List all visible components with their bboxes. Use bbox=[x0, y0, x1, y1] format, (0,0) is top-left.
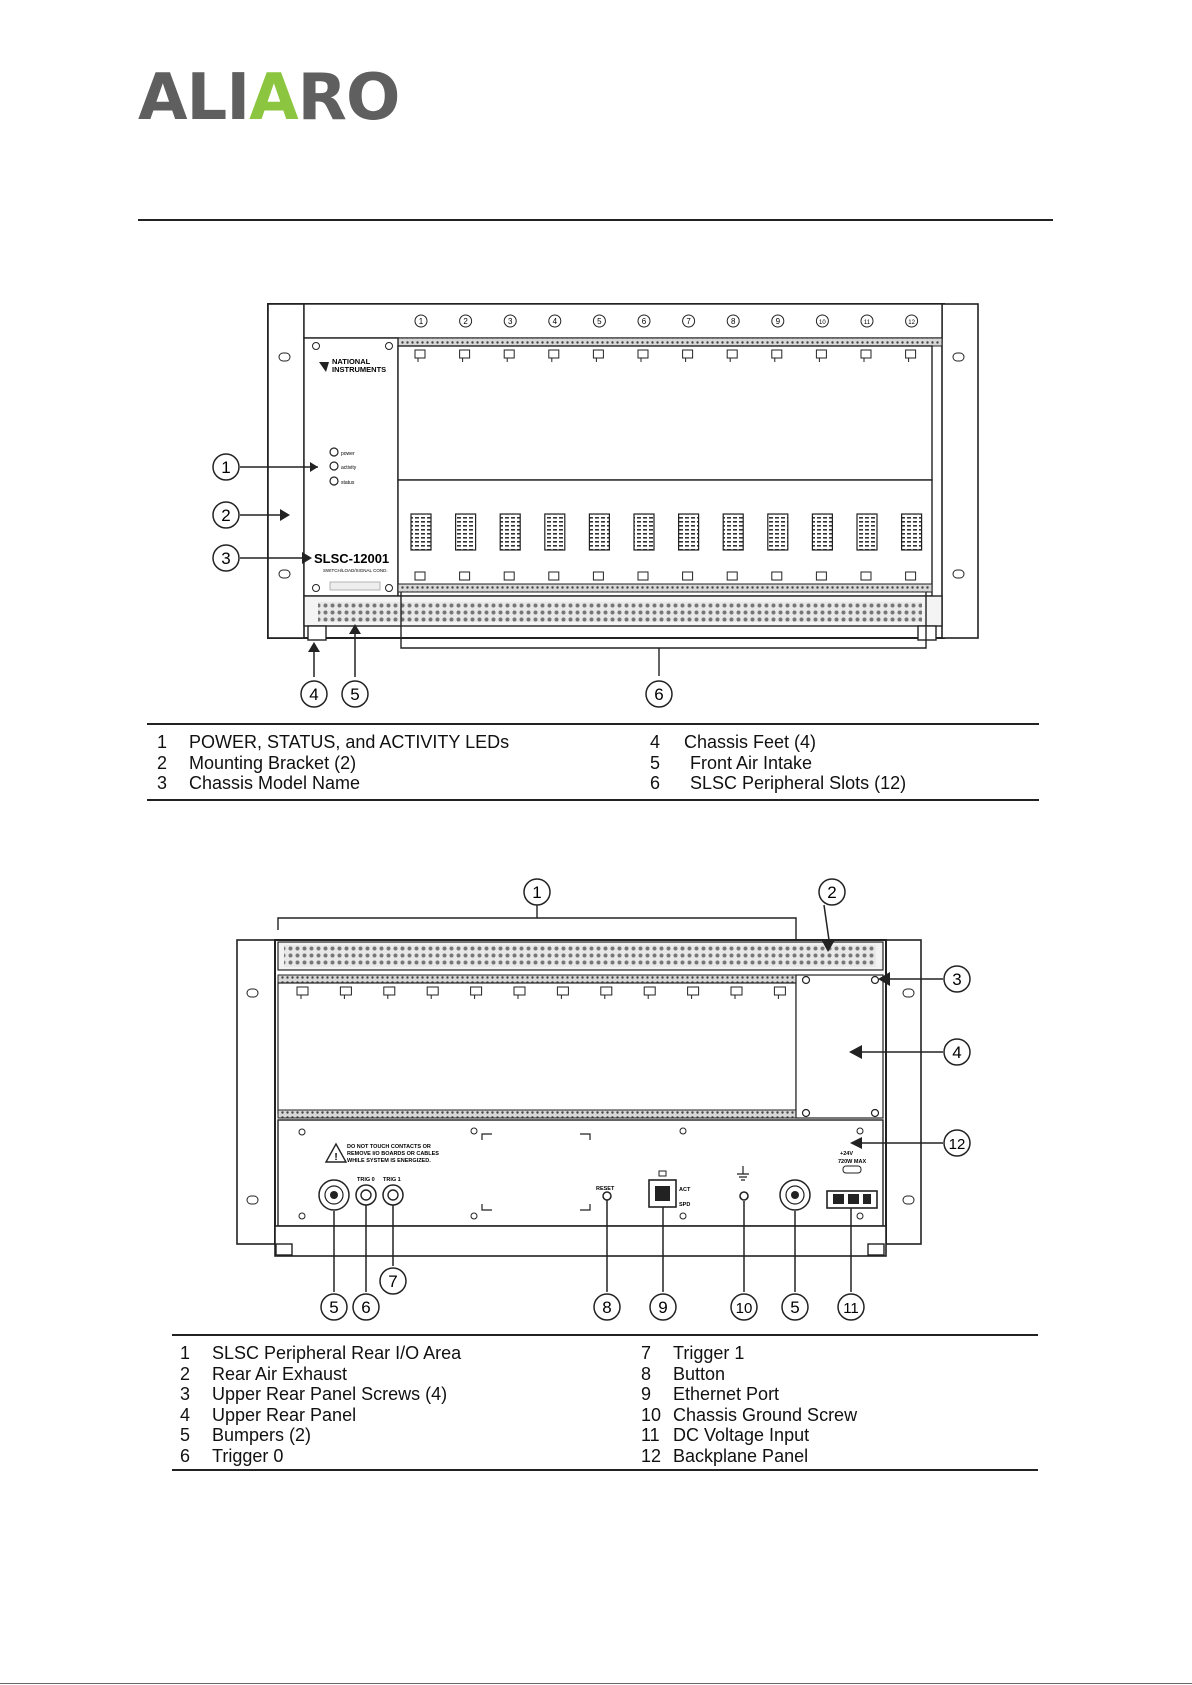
rear-callout-6 bbox=[353, 1294, 379, 1320]
svg-text:2: 2 bbox=[827, 883, 837, 902]
upper-rear-screw bbox=[803, 1110, 810, 1117]
chassis-model-sub: SWITCH/LOAD/SIGNAL COND. bbox=[323, 568, 388, 573]
svg-text:3: 3 bbox=[952, 970, 962, 989]
brand-line-2: INSTRUMENTS bbox=[332, 365, 387, 374]
slot-number-label: 11 bbox=[863, 320, 871, 326]
brand-line-1: NATIONAL bbox=[332, 357, 371, 366]
svg-text:9: 9 bbox=[658, 1298, 668, 1317]
slot-number-label: 6 bbox=[641, 317, 647, 326]
spd-label: SPD bbox=[679, 1202, 691, 1208]
rear-callout-8 bbox=[594, 1294, 620, 1320]
rear-callout-5b bbox=[782, 1294, 808, 1320]
rear-callout-2 bbox=[819, 879, 845, 905]
rear-callout-9 bbox=[650, 1294, 676, 1320]
rear-callout-3 bbox=[944, 966, 970, 992]
legend-row: 1 POWER, STATUS, and ACTIVITY LEDs bbox=[157, 732, 510, 752]
slot-number-label: 7 bbox=[686, 317, 691, 326]
svg-text:1: 1 bbox=[221, 458, 231, 477]
legend-row: 1 SLSC Peripheral Rear I/O Area bbox=[180, 1343, 462, 1363]
chassis-ground-screw bbox=[740, 1192, 748, 1200]
slot-number-label: 4 bbox=[552, 317, 558, 326]
legend-row: 10 Chassis Ground Screw bbox=[641, 1404, 858, 1425]
svg-text:5: 5 bbox=[350, 685, 360, 704]
rear-callout-7 bbox=[380, 1268, 406, 1294]
warning-text-2: REMOVE I/O BOARDS OR CABLES bbox=[347, 1151, 439, 1157]
legend-row: 9 Ethernet Port bbox=[641, 1384, 780, 1404]
voltage-label-2: 720W MAX bbox=[838, 1159, 867, 1165]
led-activity-label: activity bbox=[341, 465, 357, 471]
slot-number-label: 3 bbox=[507, 317, 513, 326]
legend-row: 12 Backplane Panel bbox=[641, 1445, 809, 1466]
svg-text:12: 12 bbox=[948, 1136, 966, 1153]
slot-number-label: 10 bbox=[819, 320, 826, 326]
rear-legend-table bbox=[172, 1334, 1038, 1471]
legend-row: 11 DC Voltage Input bbox=[641, 1425, 810, 1445]
svg-text:5: 5 bbox=[790, 1298, 800, 1317]
legend-row: 5 Front Air Intake bbox=[650, 752, 813, 773]
rear-bracket-right bbox=[886, 940, 921, 1244]
chassis-model-name: SLSC-12001 bbox=[314, 551, 390, 566]
rear-air-exhaust bbox=[284, 945, 876, 967]
reset-label: RESET bbox=[596, 1186, 615, 1192]
legend-row: 6 Trigger 0 bbox=[180, 1445, 284, 1466]
aliaro-logo: ALIARO bbox=[138, 61, 400, 135]
svg-text:1: 1 bbox=[532, 883, 542, 902]
voltage-label-1: +24V bbox=[840, 1151, 853, 1157]
upper-rear-screw bbox=[872, 977, 879, 984]
upper-rear-panel bbox=[796, 975, 883, 1118]
rear-bracket-left bbox=[237, 940, 275, 1244]
slot-number-label: 12 bbox=[908, 320, 915, 326]
rear-callout-12 bbox=[944, 1130, 970, 1156]
legend-row: 7 Trigger 1 bbox=[641, 1343, 745, 1363]
svg-text:10: 10 bbox=[735, 1300, 753, 1317]
slot-number-label: 2 bbox=[463, 317, 468, 326]
legend-row: 8 Button bbox=[641, 1363, 726, 1384]
rear-callout-11 bbox=[838, 1294, 864, 1320]
legend-row: 2 Rear Air Exhaust bbox=[180, 1363, 348, 1384]
svg-text:4: 4 bbox=[309, 685, 319, 704]
svg-text:7: 7 bbox=[388, 1272, 398, 1291]
rear-callout-1 bbox=[524, 879, 550, 905]
legend-row: 6 SLSC Peripheral Slots (12) bbox=[650, 773, 907, 793]
slot-number-label: 5 bbox=[597, 317, 602, 326]
rear-callout-10 bbox=[731, 1294, 757, 1320]
svg-text:3: 3 bbox=[221, 549, 231, 568]
upper-rear-screw bbox=[872, 1110, 879, 1117]
rear-legend-left bbox=[180, 1343, 461, 1466]
trig0-label: TRIG 0 bbox=[357, 1177, 375, 1183]
warning-text-1: DO NOT TOUCH CONTACTS OR bbox=[347, 1144, 431, 1150]
slot-number-label: 8 bbox=[730, 317, 736, 326]
svg-text:11: 11 bbox=[843, 1300, 859, 1317]
rear-legend-right bbox=[641, 1343, 857, 1466]
led-status-label: status bbox=[341, 480, 355, 486]
svg-text:6: 6 bbox=[654, 685, 664, 704]
legend-row: 2 Mounting Bracket (2) bbox=[157, 752, 357, 773]
svg-text:!: ! bbox=[334, 1152, 338, 1163]
upper-rear-screw bbox=[803, 977, 810, 984]
rear-callout-4 bbox=[944, 1039, 970, 1065]
svg-text:2: 2 bbox=[221, 506, 231, 525]
warning-text-3: WHILE SYSTEM IS ENERGIZED. bbox=[347, 1158, 431, 1164]
rear-callout-5a bbox=[321, 1294, 347, 1320]
act-label: ACT bbox=[679, 1187, 691, 1193]
legend-row: 4 Chassis Feet (4) bbox=[650, 732, 817, 752]
slot-number-label: 1 bbox=[418, 317, 424, 326]
svg-text:6: 6 bbox=[361, 1298, 371, 1317]
legend-row: 4 Upper Rear Panel bbox=[180, 1404, 357, 1425]
svg-text:5: 5 bbox=[329, 1298, 339, 1317]
trig1-label: TRIG 1 bbox=[383, 1177, 401, 1183]
slot-number-label: 9 bbox=[775, 317, 781, 326]
footer-line bbox=[0, 1683, 1192, 1684]
svg-text:8: 8 bbox=[602, 1298, 612, 1317]
legend-row: 3 Upper Rear Panel Screws (4) bbox=[180, 1384, 448, 1404]
legend-row: 3 Chassis Model Name bbox=[157, 773, 361, 793]
legend-row: 5 Bumpers (2) bbox=[180, 1425, 312, 1445]
led-power-label: power bbox=[341, 451, 355, 457]
svg-text:4: 4 bbox=[952, 1043, 962, 1062]
reset-button bbox=[603, 1192, 611, 1200]
